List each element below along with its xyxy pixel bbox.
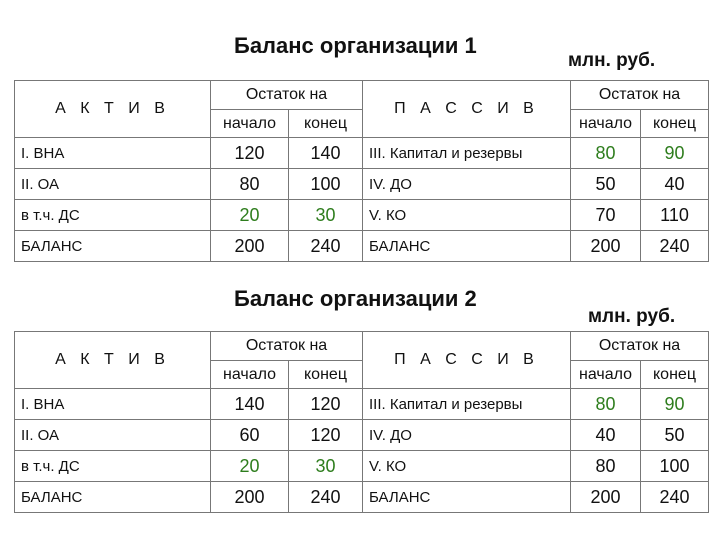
header-row-1 <box>15 332 709 361</box>
header-row-1 <box>15 81 709 110</box>
asset-start-value: 200 <box>211 231 289 262</box>
table-row <box>15 169 709 200</box>
asset-label: в т.ч. ДС <box>15 451 211 482</box>
asset-end-value: 240 <box>289 482 363 513</box>
table-row <box>15 389 709 420</box>
asset-start-value: 20 <box>211 200 289 231</box>
liability-start-value: 200 <box>571 482 641 513</box>
table-row <box>15 231 709 262</box>
liability-label: IV. ДО <box>363 169 571 200</box>
end-right-header: конец <box>641 361 709 389</box>
balance-1-title: Баланс организации 1 <box>234 33 477 58</box>
liability-label: III. Капитал и резервы <box>363 389 571 420</box>
asset-start-value: 200 <box>211 482 289 513</box>
liability-start-value: 40 <box>571 420 641 451</box>
liability-end-value: 100 <box>641 451 709 482</box>
remainder-left-header: Остаток на <box>211 332 363 361</box>
asset-end-value: 140 <box>289 138 363 169</box>
aktiv-header: А К Т И В <box>15 332 211 389</box>
end-left-header: конец <box>289 110 363 138</box>
liability-end-value: 240 <box>641 482 709 513</box>
asset-end-value: 240 <box>289 231 363 262</box>
aktiv-header: А К Т И В <box>15 81 211 138</box>
asset-start-value: 140 <box>211 389 289 420</box>
liability-start-value: 80 <box>571 138 641 169</box>
liability-label: III. Капитал и резервы <box>363 138 571 169</box>
remainder-right-header: Остаток на <box>571 332 709 361</box>
table-row <box>15 482 709 513</box>
asset-label: II. ОА <box>15 420 211 451</box>
asset-label: II. ОА <box>15 169 211 200</box>
liability-start-value: 70 <box>571 200 641 231</box>
balance-2-unit: млн. руб. <box>588 306 676 327</box>
asset-label: БАЛАНС <box>15 231 211 262</box>
asset-start-value: 20 <box>211 451 289 482</box>
asset-end-value: 100 <box>289 169 363 200</box>
end-right-header: конец <box>641 110 709 138</box>
start-left-header: начало <box>211 361 289 389</box>
end-left-header: конец <box>289 361 363 389</box>
asset-end-value: 120 <box>289 389 363 420</box>
liability-end-value: 90 <box>641 389 709 420</box>
liability-label: IV. ДО <box>363 420 571 451</box>
liability-end-value: 110 <box>641 200 709 231</box>
liability-start-value: 80 <box>571 389 641 420</box>
table-row <box>15 451 709 482</box>
balance-2-table <box>14 331 709 513</box>
balance-2-title: Баланс организации 2 <box>234 286 477 311</box>
table-row <box>15 138 709 169</box>
balance-1-table <box>14 80 709 262</box>
passiv-header: П А С С И В <box>363 81 571 138</box>
liability-label: V. КО <box>363 200 571 231</box>
asset-end-value: 30 <box>289 200 363 231</box>
liability-end-value: 40 <box>641 169 709 200</box>
balance-1-unit: млн. руб. <box>568 50 656 71</box>
asset-start-value: 60 <box>211 420 289 451</box>
asset-label: I. ВНА <box>15 138 211 169</box>
passiv-header: П А С С И В <box>363 332 571 389</box>
liability-label: V. КО <box>363 451 571 482</box>
asset-label: БАЛАНС <box>15 482 211 513</box>
asset-label: I. ВНА <box>15 389 211 420</box>
liability-start-value: 80 <box>571 451 641 482</box>
start-left-header: начало <box>211 110 289 138</box>
liability-start-value: 50 <box>571 169 641 200</box>
start-right-header: начало <box>571 110 641 138</box>
asset-start-value: 120 <box>211 138 289 169</box>
table-row <box>15 420 709 451</box>
asset-label: в т.ч. ДС <box>15 200 211 231</box>
remainder-left-header: Остаток на <box>211 81 363 110</box>
asset-start-value: 80 <box>211 169 289 200</box>
asset-end-value: 30 <box>289 451 363 482</box>
start-right-header: начало <box>571 361 641 389</box>
liability-end-value: 50 <box>641 420 709 451</box>
liability-end-value: 90 <box>641 138 709 169</box>
liability-start-value: 200 <box>571 231 641 262</box>
remainder-right-header: Остаток на <box>571 81 709 110</box>
table-row <box>15 200 709 231</box>
asset-end-value: 120 <box>289 420 363 451</box>
liability-label: БАЛАНС <box>363 231 571 262</box>
liability-label: БАЛАНС <box>363 482 571 513</box>
liability-end-value: 240 <box>641 231 709 262</box>
